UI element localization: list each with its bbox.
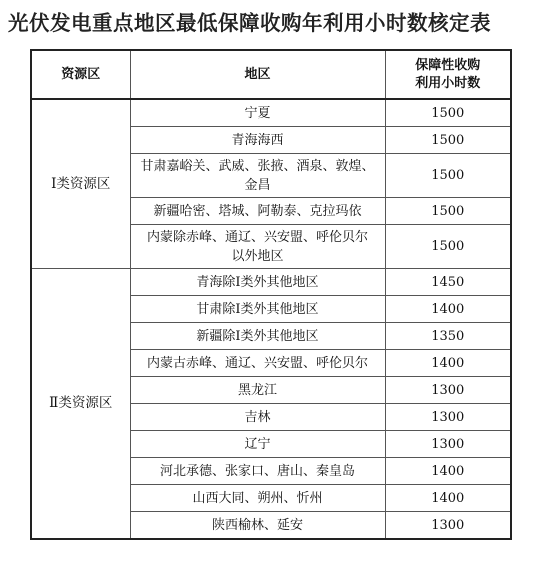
- region-cell: 宁夏: [130, 99, 385, 127]
- hours-cell: 1450: [385, 269, 511, 296]
- hours-cell: 1500: [385, 127, 511, 154]
- region-line: 以外地区: [231, 248, 284, 264]
- table-row: [31, 99, 511, 127]
- utilization-hours-table: [30, 49, 512, 540]
- region-cell: 河北承德、张家口、唐山、秦皇岛: [130, 458, 385, 485]
- hours-cell: 1400: [385, 296, 511, 323]
- header-guaranteed-hours-line1: 保障性收购: [415, 57, 481, 73]
- hours-cell: 1300: [385, 377, 511, 404]
- region-cell: 青海除Ⅰ类外其他地区: [130, 269, 385, 296]
- hours-cell: 1500: [385, 225, 511, 269]
- hours-cell: 1400: [385, 458, 511, 485]
- hours-cell: 1300: [385, 512, 511, 540]
- resource-zone-cell: Ⅱ类资源区: [31, 269, 130, 540]
- region-cell: 山西大同、朔州、忻州: [130, 485, 385, 512]
- region-cell: [130, 154, 385, 198]
- region-cell: 黑龙江: [130, 377, 385, 404]
- region-line: 内蒙除赤峰、通辽、兴安盟、呼伦贝尔: [146, 229, 368, 245]
- header-region: 地区: [130, 50, 385, 99]
- hours-cell: 1300: [385, 431, 511, 458]
- hours-cell: 1500: [385, 154, 511, 198]
- region-cell: 甘肃除Ⅰ类外其他地区: [130, 296, 385, 323]
- document-title: 光伏发电重点地区最低保障收购年利用小时数核定表: [8, 11, 491, 35]
- hours-cell: 1500: [385, 198, 511, 225]
- region-cell: 青海海西: [130, 127, 385, 154]
- region-line: 甘肃嘉峪关、武威、张掖、酒泉、敦煌、: [140, 158, 375, 174]
- region-cell: 新疆哈密、塔城、阿勒泰、克拉玛依: [130, 198, 385, 225]
- table-row: [31, 269, 511, 296]
- region-line: 金昌: [244, 177, 271, 193]
- region-cell: 陕西榆林、延安: [130, 512, 385, 540]
- header-guaranteed-hours: [385, 50, 511, 99]
- region-cell: [130, 225, 385, 269]
- hours-cell: 1350: [385, 323, 511, 350]
- hours-cell: 1500: [385, 99, 511, 127]
- header-guaranteed-hours-line2: 利用小时数: [415, 75, 481, 91]
- hours-cell: 1400: [385, 485, 511, 512]
- region-cell: 内蒙古赤峰、通辽、兴安盟、呼伦贝尔: [130, 350, 385, 377]
- region-cell: 吉林: [130, 404, 385, 431]
- hours-cell: 1300: [385, 404, 511, 431]
- table-header-row: [31, 50, 511, 99]
- region-cell: 辽宁: [130, 431, 385, 458]
- region-cell: 新疆除Ⅰ类外其他地区: [130, 323, 385, 350]
- resource-zone-cell: Ⅰ类资源区: [31, 99, 130, 269]
- header-resource-zone: 资源区: [31, 50, 130, 99]
- hours-cell: 1400: [385, 350, 511, 377]
